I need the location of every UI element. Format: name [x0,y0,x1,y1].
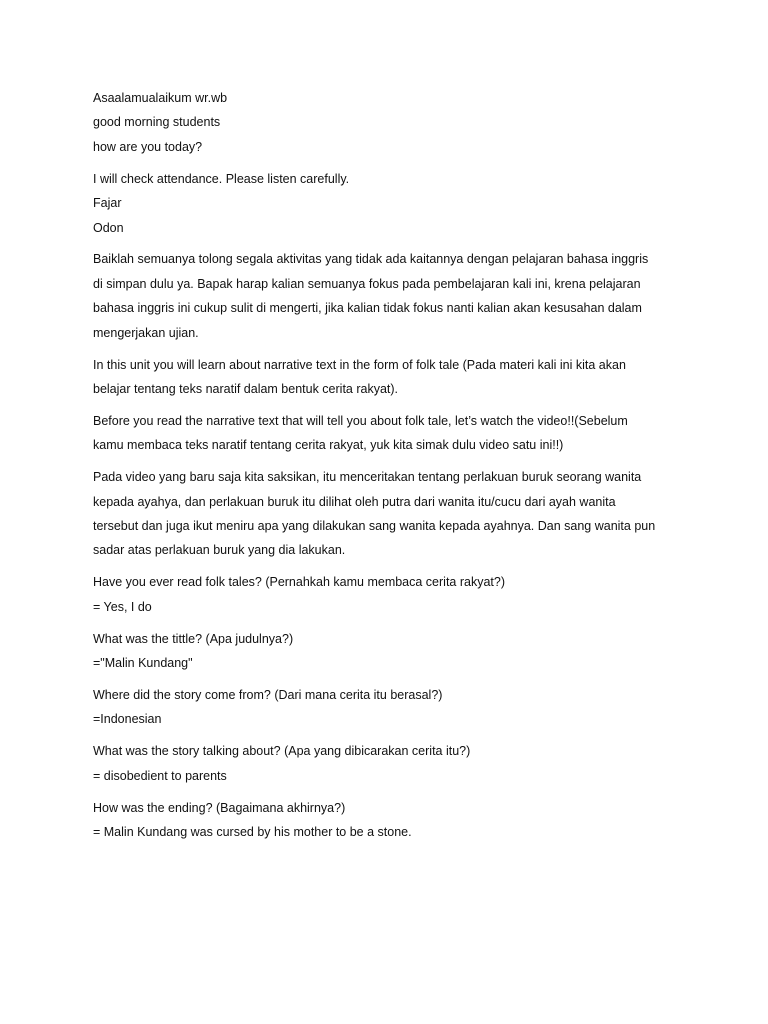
paragraph-line: Before you read the narrative text that will tell you about folk tale, let’s watch the video!!(Sebelum [93,413,628,428]
greeting-line: good morning students [93,115,221,130]
qa-item [93,627,693,676]
qa-item [93,796,693,845]
answer-line: = disobedient to parents [93,768,227,783]
paragraph-line: belajar tentang teks naratif dalam bentuk cerita rakyat). [93,381,399,396]
greeting-line: Asaalamualaikum wr.wb [93,91,228,105]
paragraph-line: sadar atas perlakuan buruk yang dia lakukan. [93,543,346,558]
question-line: Have you ever read folk tales? (Pernahkah kamu membaca cerita rakyat?) [93,575,505,590]
paragraph-line: di simpan dulu ya. Bapak harap kalian semuanya fokus pada pembelajaran kali ini, krena pelajaran [93,276,641,291]
answer-line: =Indonesian [93,712,162,727]
paragraph-line: bahasa inggris ini cukup sulit di mengerti, jika kalian tidak fokus nanti kalian akan kesusahan dalam [93,301,642,316]
attendance-block [93,167,693,240]
attendance-instruction: I will check attendance. Please listen carefully. [93,171,350,186]
question-line: What was the story talking about? (Apa yang dibicarakan cerita itu?) [93,744,471,759]
student-name: Fajar [93,196,122,211]
greeting-block [93,86,693,159]
paragraph-line: Baiklah semuanya tolong segala aktivitas yang tidak ada kaitannya dengan pelajaran bahasa inggris [93,252,649,267]
answer-line: = Yes, I do [93,599,152,614]
paragraph-line: In this unit you will learn about narrative text in the form of folk tale (Pada materi kali ini kita akan [93,357,626,372]
greeting-line: how are you today? [93,139,203,154]
qa-item [93,683,693,732]
answer-line: = Malin Kundang was cursed by his mother to be a stone. [93,824,412,839]
video-paragraph [93,409,693,458]
document-body [93,86,693,844]
paragraph-line: mengerjakan ujian. [93,325,199,340]
answer-line: ="Malin Kundang" [93,656,193,671]
focus-paragraph [93,247,693,345]
unit-paragraph [93,353,693,402]
paragraph-line: kamu membaca teks naratif tentang cerita rakyat, yuk kita simak dulu video satu ini!!) [93,438,564,453]
paragraph-line: Pada video yang baru saja kita saksikan, itu menceritakan tentang perlakuan buruk seorang wanita [93,470,642,485]
paragraph-line: kepada ayahya, dan perlakuan buruk itu dilihat oleh putra dari wanita itu/cucu dari ayah wanita [93,494,616,509]
paragraph-line: tersebut dan juga ikut meniru apa yang dilakukan sang wanita kepada ayahnya. Dan sang wanita pun [93,519,656,533]
qa-item [93,739,693,788]
question-line: Where did the story come from? (Dari mana cerita itu berasal?) [93,687,443,702]
summary-paragraph [93,465,693,563]
question-line: How was the ending? (Bagaimana akhirnya?) [93,800,346,815]
student-name: Odon [93,220,124,235]
question-line: What was the tittle? (Apa judulnya?) [93,631,294,646]
qa-item [93,570,693,619]
